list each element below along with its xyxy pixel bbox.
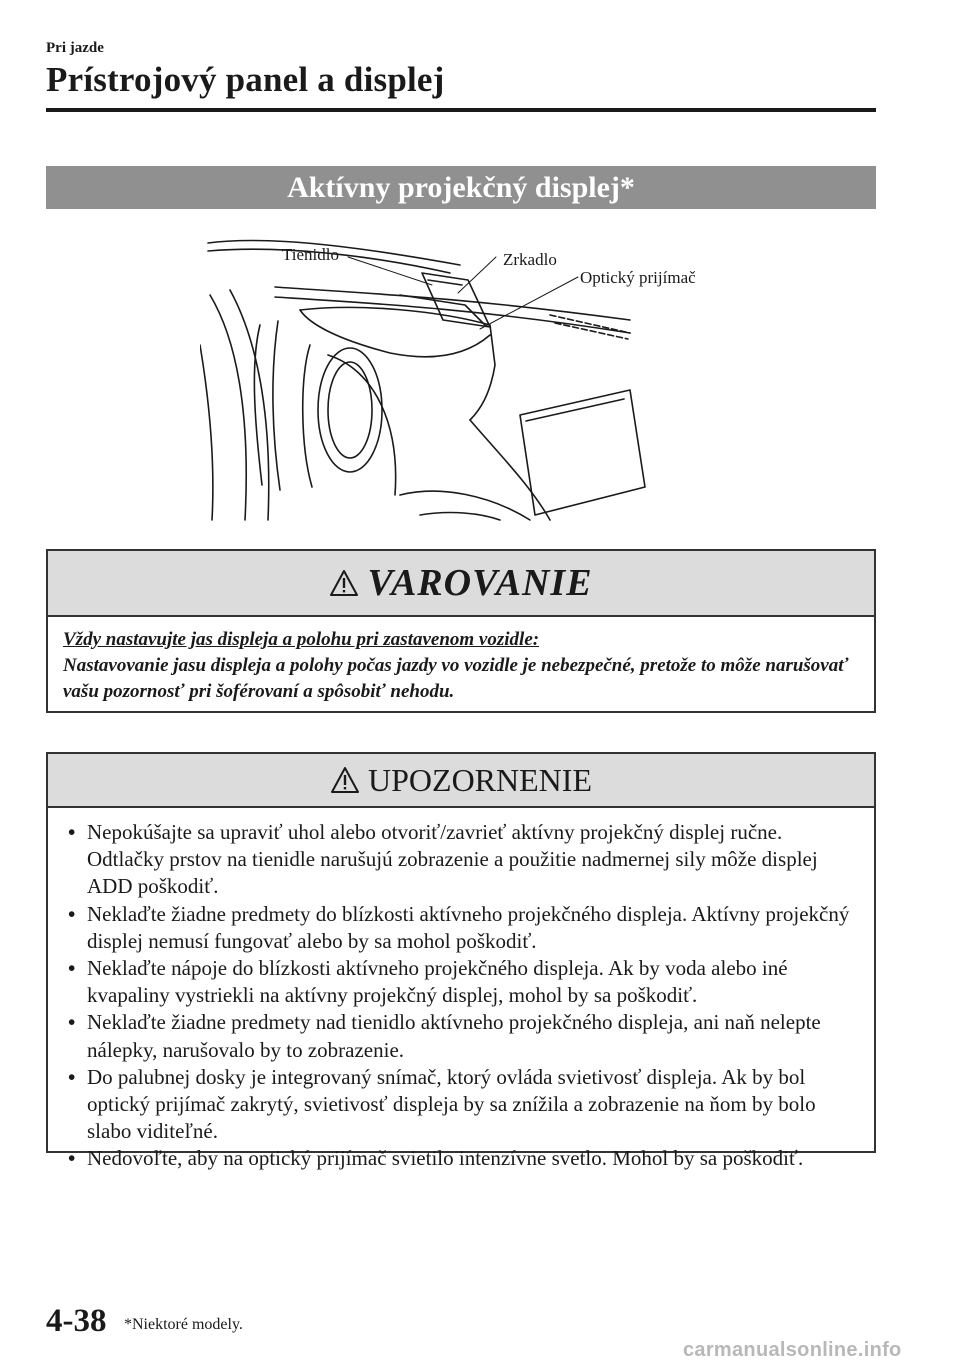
dashboard-illustration [200,225,740,525]
watermark[interactable]: carmanualsonline.info [683,1339,902,1361]
caution-header [48,754,874,808]
page-number: 4-38 [46,1303,107,1339]
list-item: • Neklaďte žiadne predmety do blízkosti aktívneho projekčného displeja. Aktívny projekčný displej nemusí fungovať alebo by sa mohol poškodiť. [68,901,864,955]
dashboard-drawing [200,225,740,525]
caution-triangle-icon [330,766,360,794]
list-item: • Do palubnej dosky je integrovaný snímač, ktorý ovláda svietivosť displeja. Ak by bol optický prijímač zakrytý, svietivosť displeja by sa znížila a zobrazenie na ňom by bolo slabo viditeľné. [68,1064,864,1146]
list-item: • Neklaďte žiadne predmety nad tienidlo aktívneho projekčného displeja, ani naň nelepte nálepky, narušovalo by to zobrazenie. [68,1009,864,1063]
label-sunshade: Tienidlo [282,245,340,264]
warning-triangle-icon [329,569,359,597]
warning-box [46,549,876,713]
warning-title: VAROVANIE [367,562,593,604]
warning-text: Nastavovanie jasu displeja a polohy počas jazdy vo vozidle je nebezpečné, pretože to môže narušovať vašu pozornosť pri šoférovaní a spôsobiť nehodu. [63,655,849,702]
caution-box [46,752,876,1171]
caution-list [48,808,874,1173]
list-item: • Nepokúšajte sa upraviť uhol alebo otvoriť/zavrieť aktívny projekčný displej ručne. Odtlačky prstov na tienidle narušujú zobrazenie a použitie nadmernej sily môže displej ADD poškodiť. [68,819,864,901]
section-label: Pri jazde [46,40,104,56]
caution-title: UPOZORNENIE [368,761,592,798]
section-banner: Aktívny projekčný displej* [46,166,876,209]
footnote: *Niektoré modely. [124,1316,243,1333]
label-optical-receiver: Optický prijímač [580,268,696,287]
list-item: • Nedovoľte, aby na optický prijímač svietilo intenzívne svetlo. Mohol by sa poškodiť. [68,1145,864,1172]
warning-lead: Vždy nastavujte jas displeja a polohu pri zastavenom vozidle: [63,629,540,650]
page-title: Prístrojový panel a displej [46,60,445,99]
label-mirror: Zrkadlo [503,250,557,269]
warning-header [48,551,874,617]
warning-body [48,617,874,705]
title-rule [46,108,876,112]
list-item: • Neklaďte nápoje do blízkosti aktívneho projekčného displeja. Ak by voda alebo iné kvapaliny vystriekli na aktívny projekčný displej, mohol by sa poškodiť. [68,955,864,1009]
